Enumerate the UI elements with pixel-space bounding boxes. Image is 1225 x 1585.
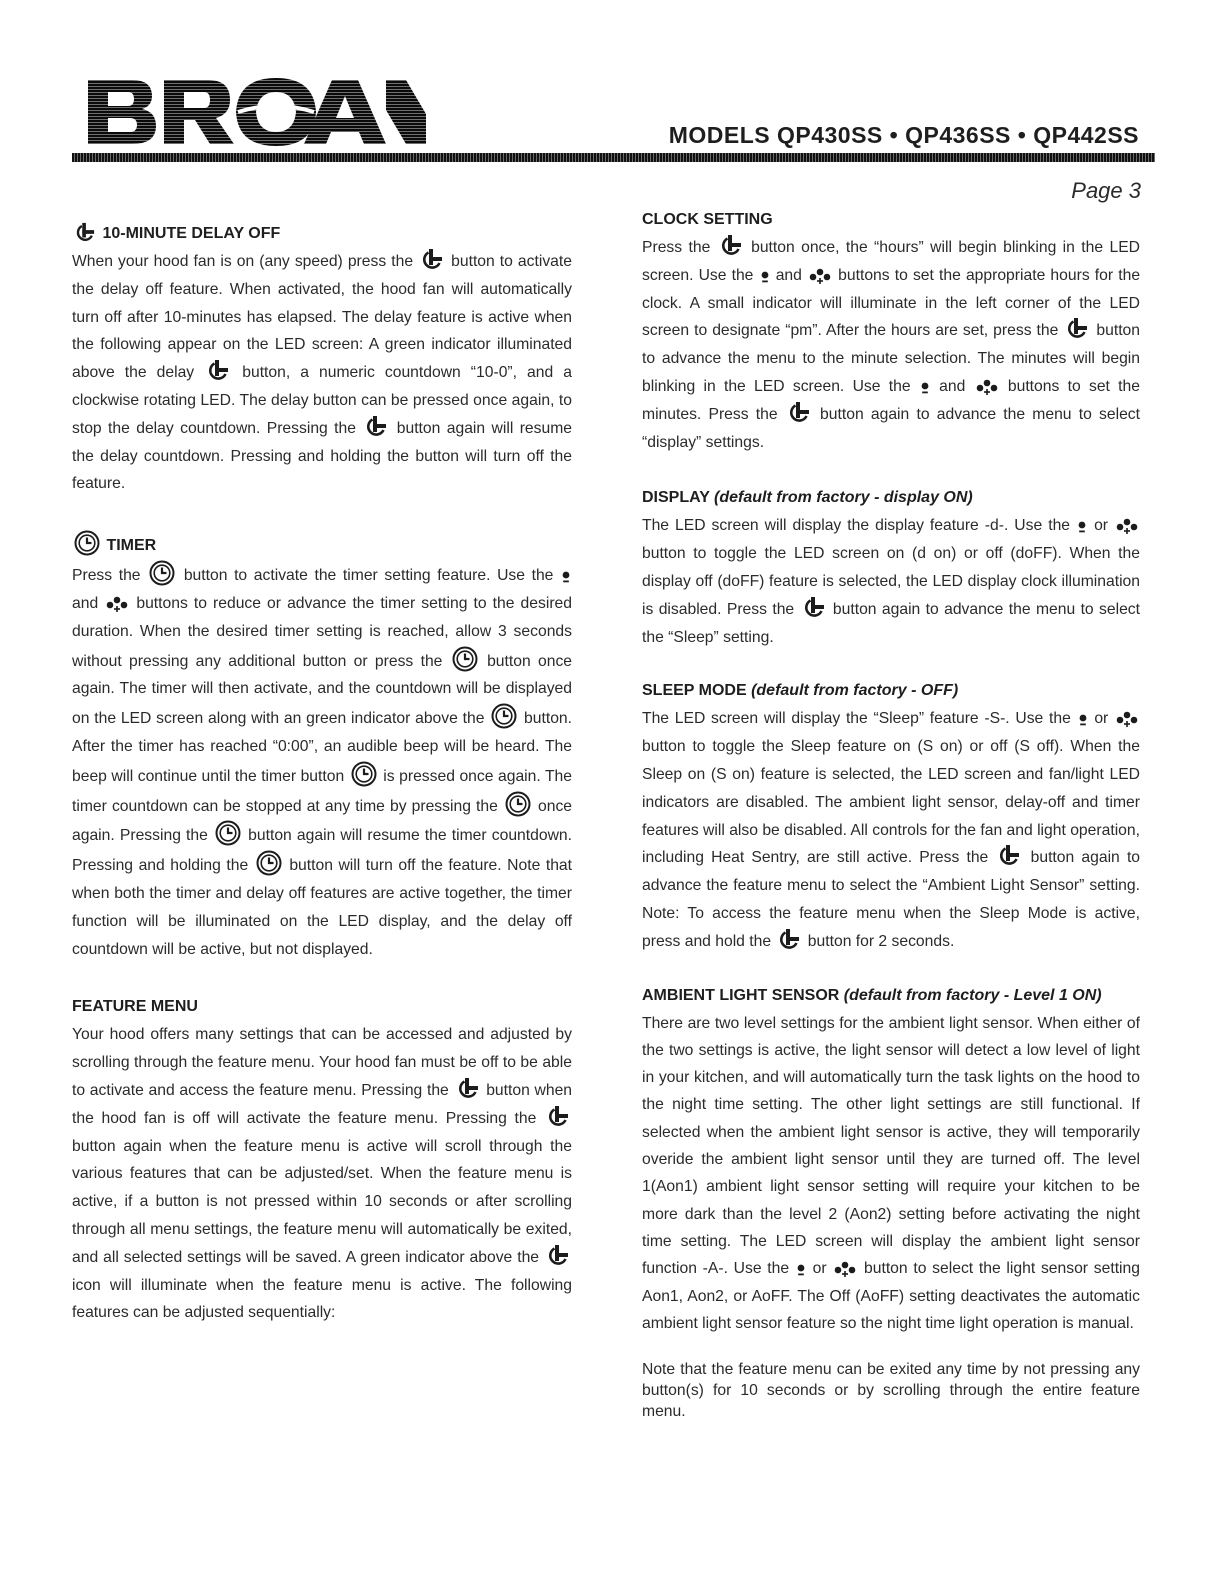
feature-menu-section [72,993,572,1327]
display-section [642,484,1140,651]
plus-dots-icon [106,596,128,612]
timer-clock-icon [491,703,517,729]
brand-logo [86,74,426,146]
delay-off-section [72,220,572,498]
delay-off-icon [456,1077,480,1099]
plus-dots-icon [1116,518,1138,534]
delay-off-heading: 10-MINUTE DELAY OFF [72,220,572,248]
feature-menu-exit-note: Note that the feature menu can be exited any time by not pressing any button(s) for 10 seconds or by scrolling through the entire feature menu. [642,1361,1140,1421]
sleep-mode-text: The LED screen will display the “Sleep” feature -S-. Use the or button to toggle the Sleep feature on (S on) or off (S off). When the Sleep on (S on) feature is selected, the LED screen and fan/light LED indicators are disabled. The ambient light sensor, delay-off and timer features will also be disabled. All controls for the fan and light operation, including Heat Sentry, are still active. Press the button again to advance the feature menu to select the “Ambient Light Sensor” setting. Note: To access the feature menu when the Sleep Mode is active, press and hold the button for 2 seconds. [642,710,1141,950]
clock-setting-heading: CLOCK SETTING [642,211,773,228]
models-heading: MODELS QP430SS • QP436SS • QP442SS [668,122,1139,148]
delay-off-icon [546,1105,570,1127]
display-text: The LED screen will display the display feature -d-. Use the or button to toggle the LED screen on (d on) or off (doFF). When the display off (doFF) feature is selected, the LED display clock illumination is disabled. Press the button again to advance the menu to select the “Sleep” setting. [642,517,1141,646]
timer-clock-icon [256,850,282,876]
timer-clock-icon [149,560,175,586]
page-number: Page 3 [1071,178,1141,203]
delay-off-text: When your hood fan is on (any speed) press the button to activate the delay off feature. When activated, the hood fan will automatically turn off after 10-minutes has elapsed. The delay feature is active when the following appear on the LED screen: A green indicator illuminated above the delay button, a numeric countdown “10-0”, and a clockwise rotating LED. The delay button can be pressed once again, to stop the delay countdown. Pressing the button again will resume the delay countdown. Pressing and holding the button will turn off the feature. [72,248,572,498]
minus-dot-icon [761,270,769,284]
delay-off-icon [1065,317,1089,339]
timer-clock-icon [74,530,100,556]
right-column [642,206,1140,1448]
sleep-mode-heading: SLEEP MODE (default from factory - OFF) [642,682,959,700]
minus-dot-icon [562,570,570,584]
display-heading: DISPLAY (default from factory - display ON) [642,489,973,507]
delay-off-icon [364,415,388,437]
minus-dot-icon [1079,713,1087,727]
timer-clock-icon [452,646,478,672]
delay-off-icon [802,596,826,618]
timer-clock-icon [351,761,377,787]
delay-off-icon [420,248,444,270]
plus-dots-icon [1116,711,1138,727]
minus-dot-icon [921,381,929,395]
feature-menu-text: Your hood offers many settings that can be accessed and adjusted by scrolling through the feature menu. Your hood fan must be off to be able to activate and access the feature menu. Pressing the button when the hood fan is off will activate the feature menu. Pressing the button again when the feature menu is active will scroll through the various features that can be adjusted/set. When the feature menu is active, if a button is not pressed within 10 seconds or after scrolling through all menu settings, the feature menu will automatically be exited, and all selected settings will be saved. A green indicator above the icon will illuminate when the feature menu is active. The following features can be adjusted sequentially: [72,1026,573,1322]
delay-off-icon [719,234,743,256]
delay-off-icon [787,401,811,423]
sleep-mode-section [642,677,1140,955]
minus-dot-icon [797,1263,805,1277]
timer-clock-icon [505,791,531,817]
delay-off-icon [546,1244,570,1266]
header-rule [72,153,1155,162]
ambient-light-section [642,982,1140,1423]
timer-section [72,530,572,963]
delay-off-icon [206,359,230,381]
timer-heading: TIMER [72,530,572,560]
clock-setting-section [642,206,1140,456]
feature-menu-heading: FEATURE MENU [72,998,198,1016]
delay-off-icon [74,222,96,242]
timer-text: Press the button to activate the timer setting feature. Use the and buttons to reduce or advance the timer setting to the desired duration. When the desired timer setting is reached, allow 3 seconds without pressing any additional button or press the button once again. The timer will then activate, and the countdown will be displayed on the LED screen along with an green indicator above the button. After the timer has reached “0:00”, an audible beep will be heard. The beep will continue until the timer button is pressed once again. The timer countdown can be stopped at any time by pressing the once again. Pressing the button again will resume the timer countdown. Pressing and holding the button will turn off the feature. Note that when both the timer and delay off features are active together, the timer function will be illuminated on the LED display, and the delay off countdown will be active, but not displayed. [72,560,572,963]
ambient-light-text: There are two level settings for the ambient light sensor. When either of the two settings is active, the light sensor will detect a low level of light in your kitchen, and will automatically turn the task lights on the hood to the night time setting. The other light settings are still functional. If selected when the ambient light sensor is active, they will temporarily overide the ambient light sensor until they are turned off. The level 1(Aon1) ambient light sensor setting will require your kitchen to be more dark than the level 2 (Aon2) setting before activating the night time setting. The LED screen will display the ambient light sensor function -A-. Use the or button to select the light sensor setting Aon1, Aon2, or AoFF. The Off (AoFF) setting deactivates the automatic ambient light sensor feature so the night time light operation is manual. [642,1014,1140,1332]
minus-dot-icon [1078,520,1086,534]
plus-dots-icon [976,379,998,395]
delay-off-icon [777,928,801,950]
left-column [72,220,572,1353]
clock-setting-text: Press the button once, the “hours” will begin blinking in the LED screen. Use the and buttons to set the appropriate hours for the clock. A small indicator will illuminate in the left corner of the LED screen to designate “pm”. After the hours are set, press the button to advance the menu to the minute selection. The minutes will begin blinking in the LED screen. Use the and buttons to set the minutes. Press the button again to advance the menu to select “display” settings. [642,234,1140,456]
plus-dots-icon [809,268,831,284]
delay-off-icon [997,844,1021,866]
plus-dots-icon [834,1261,856,1277]
timer-clock-icon [215,820,241,846]
ambient-light-heading: AMBIENT LIGHT SENSOR (default from factory - Level 1 ON) [642,986,1102,1004]
